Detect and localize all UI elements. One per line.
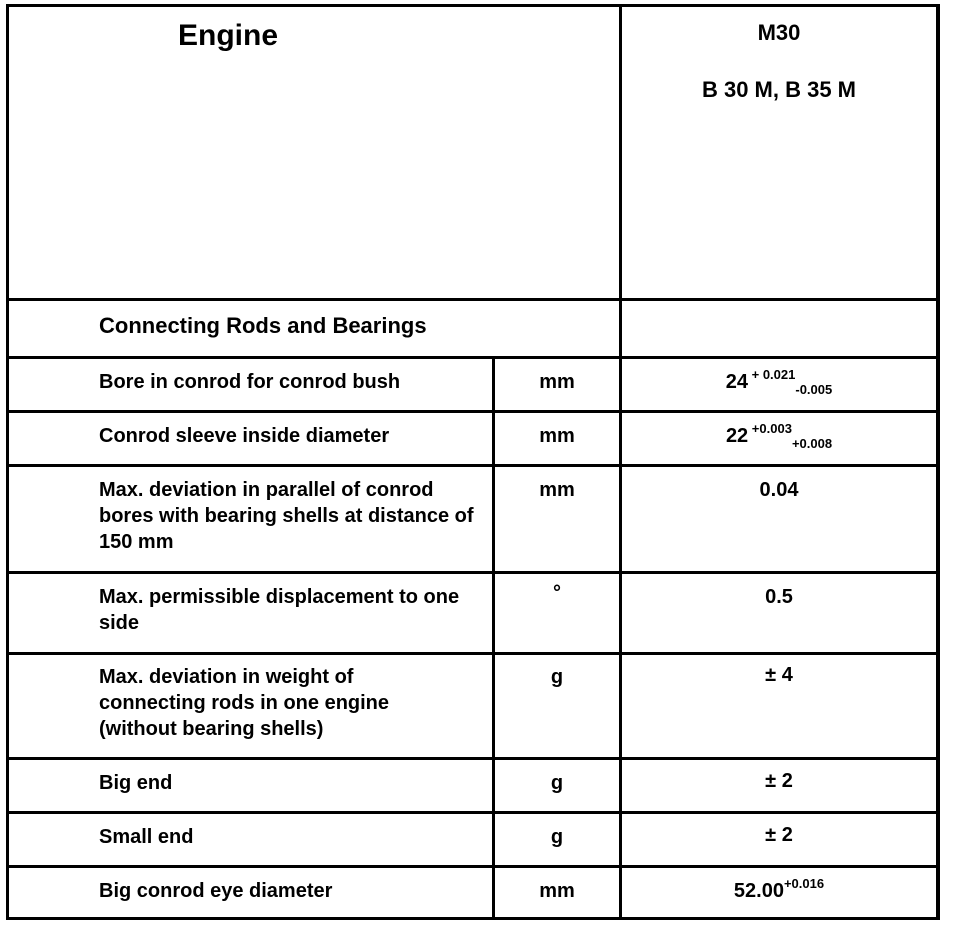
row-2-unit: mm	[539, 425, 575, 447]
row-8-unit: mm	[539, 880, 575, 902]
row-1-unit: mm	[539, 371, 575, 393]
rule-row-6	[6, 811, 940, 814]
row-4-label: Max. permissible displacement to one side	[99, 586, 460, 634]
rule-row-1	[6, 410, 940, 413]
row-7-value: ± 2	[765, 824, 793, 846]
row-6-label: Big end	[99, 772, 173, 794]
row-1-value-base: 24	[725, 371, 748, 393]
row-1-value	[622, 369, 936, 395]
row-5-value: ± 4	[765, 664, 793, 686]
engine-label: Engine	[178, 19, 279, 52]
row-2-value-base: 22	[725, 425, 749, 447]
rule-row-7	[6, 865, 940, 868]
row-8-value-base: 52.00	[733, 880, 784, 902]
row-4-value: 0.5	[765, 586, 793, 608]
row-7-unit: g	[550, 826, 564, 848]
row-8-value	[622, 878, 936, 904]
rule-header-bottom	[6, 298, 940, 301]
engine-variants: B 30 M, B 35 M	[701, 77, 857, 102]
row-7-label: Small end	[99, 826, 194, 848]
row-4-unit: °	[553, 582, 561, 604]
rule-row-3	[6, 571, 940, 574]
border-right	[936, 4, 940, 920]
border-left	[6, 4, 9, 920]
row-6-value: ± 2	[765, 770, 793, 792]
row-3-unit: mm	[539, 479, 575, 501]
row-3-label: Max. deviation in parallel of conrod bores with bearing shells at distance of 150 mm	[99, 479, 474, 553]
row-1-label: Bore in conrod for conrod bush	[99, 371, 401, 393]
row-2-value-upper-tolerance: +0.003	[748, 421, 792, 436]
row-1-value-upper-tolerance: + 0.021	[748, 367, 796, 382]
row-2-label: Conrod sleeve inside diameter	[99, 425, 390, 447]
section-title: Connecting Rods and Bearings	[99, 313, 427, 338]
rule-row-2	[6, 464, 940, 467]
border-top	[6, 4, 940, 7]
rule-section-bottom	[6, 356, 940, 359]
rule-row-5	[6, 757, 940, 760]
row-2-value-lower-tolerance: +0.008	[791, 436, 833, 451]
row-8-value-upper-tolerance: +0.016	[783, 876, 825, 891]
row-1-value-lower-tolerance: -0.005	[795, 382, 833, 397]
row-5-unit: g	[550, 666, 564, 688]
row-2-value	[622, 423, 936, 449]
row-6-unit: g	[550, 772, 564, 794]
border-bottom	[6, 917, 940, 920]
row-5-label: Max. deviation in weight of connecting rods in one engine (without bearing shells)	[99, 666, 390, 740]
row-3-value: 0.04	[759, 479, 799, 501]
engine-model: M30	[757, 20, 801, 45]
row-8-label: Big conrod eye diameter	[99, 880, 333, 902]
rule-row-4	[6, 652, 940, 655]
